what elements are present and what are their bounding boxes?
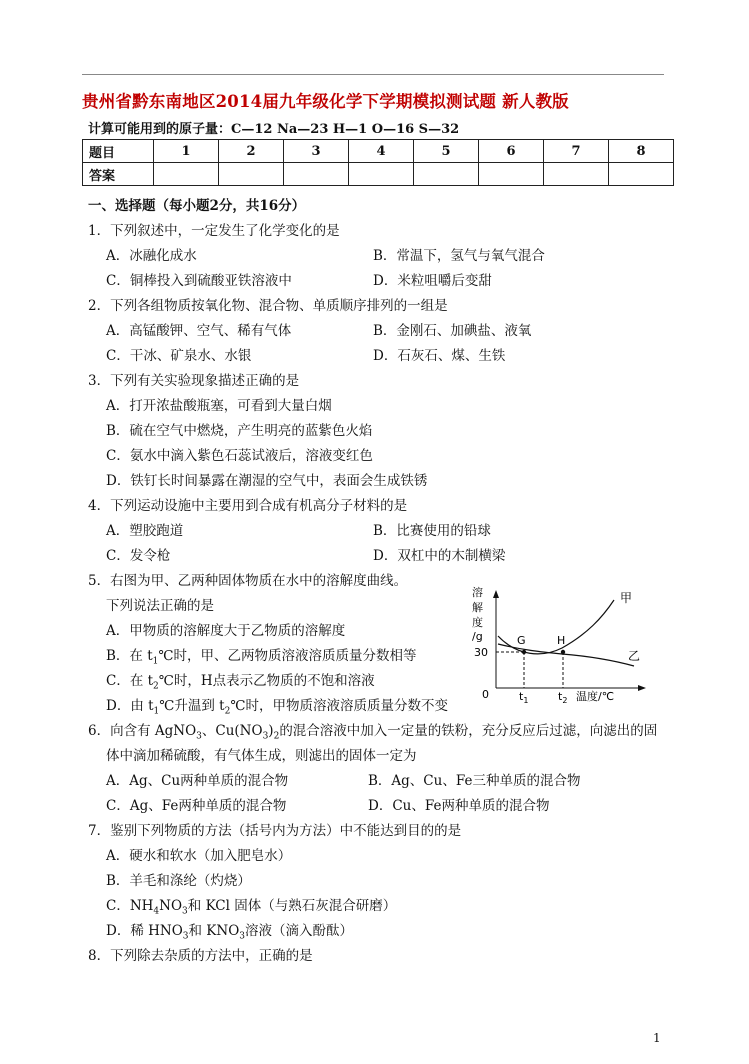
q6-text: 、Cu(NO xyxy=(201,723,263,739)
answer-cell[interactable] xyxy=(219,163,284,186)
q3-stem: 3．下列有关实验现象描述正确的是 xyxy=(88,373,300,389)
y-axis-label: /g xyxy=(472,630,483,643)
section-heading: 一、选择题（每小题2分，共16分） xyxy=(88,198,306,214)
q7-c-text: NO xyxy=(159,898,183,914)
answer-table-answer-label: 答案 xyxy=(83,163,154,186)
answer-table-num: 5 xyxy=(414,140,479,163)
q4-stem: 4．下列运动设施中主要用到合成有机高分子材料的是 xyxy=(88,498,408,514)
q5-b-text: ℃时，甲、乙两物质溶液溶质质量分数相等 xyxy=(158,648,417,664)
answer-table-num: 6 xyxy=(479,140,544,163)
q2-stem: 2．下列各组物质按氧化物、混合物、单质顺序排列的一组是 xyxy=(88,298,448,314)
subscript: 1 xyxy=(152,656,159,667)
page-title: 贵州省黔东南地区2014届九年级化学下学期模拟测试题 新人教版 xyxy=(82,92,569,111)
answer-table-num: 4 xyxy=(349,140,414,163)
header-rule xyxy=(82,74,664,75)
subscript: 4 xyxy=(153,906,160,917)
subscript: 2 xyxy=(224,706,231,717)
subscript: 3 xyxy=(182,906,188,917)
q1-option-c: C．铜棒投入到硫酸亚铁溶液中 xyxy=(106,273,292,289)
series-yi-label: 乙 xyxy=(628,649,641,663)
x-axis-label: 温度/℃ xyxy=(576,690,615,703)
y-axis-label: 解 xyxy=(472,601,483,614)
series-jia-label: 甲 xyxy=(620,591,633,605)
q4-option-c: C．发令枪 xyxy=(106,548,171,564)
q5-option-d xyxy=(106,694,448,717)
answer-table-answer-row xyxy=(83,163,674,186)
point-h-label: H xyxy=(557,634,566,647)
q7-option-a: A．硬水和软水（加入肥皂水） xyxy=(106,848,292,864)
answer-table-num: 7 xyxy=(544,140,609,163)
q7-d-text: 和 KNO xyxy=(188,923,240,939)
t2-label: t xyxy=(558,690,563,703)
q6-option-c: C．Ag、Fe两种单质的混合物 xyxy=(106,798,287,814)
q6-stem xyxy=(88,719,657,742)
q7-d-text: D．稀 HNO xyxy=(106,923,183,939)
q7-c-text: 和 KCl 固体（与熟石灰混合研磨） xyxy=(187,898,397,914)
q5-option-b xyxy=(106,644,416,667)
point-h-dot xyxy=(561,650,565,654)
q3-option-c: C．氨水中滴入紫色石蕊试液后，溶液变红色 xyxy=(106,448,373,464)
x-tick-t2 xyxy=(558,690,567,704)
y-axis-label: 度 xyxy=(472,616,483,629)
q7-d-text: 溶液（滴入酚酞） xyxy=(245,923,354,939)
answer-cell[interactable] xyxy=(154,163,219,186)
subscript: 2 xyxy=(153,681,159,692)
q6-option-b: B．Ag、Cu、Fe三种单质的混合物 xyxy=(368,773,581,789)
q5-option-c xyxy=(106,669,375,692)
q7-c-text: C．NH xyxy=(106,898,154,914)
q6-text: 的混合溶液中加入一定量的铁粉，充分反应后过滤，向滤出的固 xyxy=(279,723,658,739)
answer-cell[interactable] xyxy=(349,163,414,186)
answer-cell[interactable] xyxy=(284,163,349,186)
t1-sub: 1 xyxy=(523,696,529,704)
answer-cell[interactable] xyxy=(414,163,479,186)
q6-text: 6．向含有 AgNO xyxy=(88,723,197,739)
subscript: 2 xyxy=(273,731,280,742)
q1-option-b: B．常温下，氢气与氧气混合 xyxy=(373,248,545,264)
answer-table-num: 1 xyxy=(154,140,219,163)
y-axis-label: 溶 xyxy=(472,586,483,599)
q4-option-a: A．塑胶跑道 xyxy=(106,523,184,539)
atomic-masses: 计算可能用到的原子量：C—12 Na—23 H—1 O—16 S—32 xyxy=(88,122,460,137)
subscript: 3 xyxy=(196,731,202,742)
t1-label: t xyxy=(519,690,524,703)
q5-stem: 5．右图为甲、乙两种固体物质在水中的溶解度曲线。 xyxy=(88,573,408,589)
t2-sub: 2 xyxy=(562,696,568,704)
q5-stem-2: 下列说法正确的是 xyxy=(106,598,214,614)
page-number: 1 xyxy=(653,1031,661,1045)
q4-option-b: B．比赛使用的铅球 xyxy=(373,523,491,539)
q7-stem: 7．鉴别下列物质的方法（括号内为方法）中不能达到目的的是 xyxy=(88,823,462,839)
q6-text: ) xyxy=(268,723,274,739)
y-tick-30: 30 xyxy=(474,646,488,659)
q2-option-b: B．金刚石、加碘盐、液氧 xyxy=(373,323,532,339)
answer-table xyxy=(82,139,674,186)
q7-option-b: B．羊毛和涤纶（灼烧） xyxy=(106,873,251,889)
q1-stem: 1．下列叙述中，一定发生了化学变化的是 xyxy=(88,223,340,239)
x-tick-t1 xyxy=(519,690,528,704)
answer-table-num: 3 xyxy=(284,140,349,163)
q5-option-a: A．甲物质的溶解度大于乙物质的溶解度 xyxy=(106,623,346,639)
solubility-graph xyxy=(462,576,652,704)
y-axis-arrow xyxy=(493,590,499,598)
point-g-dot xyxy=(522,650,526,654)
q3-option-a: A．打开浓盐酸瓶塞，可看到大量白烟 xyxy=(106,398,332,414)
q7-option-c xyxy=(106,894,396,917)
q4-option-d: D．双杠中的木制横梁 xyxy=(373,548,506,564)
q6-option-a: A．Ag、Cu两种单质的混合物 xyxy=(106,773,289,789)
origin-label: 0 xyxy=(482,688,489,701)
answer-table-header-row xyxy=(83,140,674,163)
q8-stem: 8．下列除去杂质的方法中，正确的是 xyxy=(88,948,313,964)
q6-option-d: D．Cu、Fe两种单质的混合物 xyxy=(368,798,550,814)
q5-d-text: ℃升温到 t xyxy=(159,698,225,714)
curve-jia xyxy=(498,600,614,654)
answer-cell[interactable] xyxy=(609,163,674,186)
q5-c-text: ℃时，H点表示乙物质的不饱和溶液 xyxy=(158,673,375,689)
point-g-label: G xyxy=(517,634,526,647)
answer-table-header-label: 题目 xyxy=(83,140,154,163)
q7-option-d xyxy=(106,919,353,942)
q2-option-a: A．高锰酸钾、空气、稀有气体 xyxy=(106,323,292,339)
q5-d-text: D．由 t xyxy=(106,698,154,714)
subscript: 3 xyxy=(182,931,189,942)
q3-option-b: B．硫在空气中燃烧，产生明亮的蓝紫色火焰 xyxy=(106,423,373,439)
q1-option-a: A．冰融化成水 xyxy=(106,248,197,264)
q2-option-c: C．干冰、矿泉水、水银 xyxy=(106,348,252,364)
q1-option-d: D．米粒咀嚼后变甜 xyxy=(373,273,492,289)
q5-b-text: B．在 t xyxy=(106,648,153,664)
answer-cell[interactable] xyxy=(479,163,544,186)
answer-table-num: 8 xyxy=(609,140,674,163)
x-axis-arrow xyxy=(638,685,646,691)
subscript: 3 xyxy=(262,731,269,742)
q2-option-d: D．石灰石、煤、生铁 xyxy=(373,348,506,364)
subscript: 3 xyxy=(239,931,246,942)
answer-cell[interactable] xyxy=(544,163,609,186)
subscript: 1 xyxy=(153,706,160,717)
q3-option-d: D．铁钉长时间暴露在潮湿的空气中，表面会生成铁锈 xyxy=(106,473,428,489)
curve-yi xyxy=(498,644,634,666)
q5-d-text: ℃时，甲物质溶液溶质质量分数不变 xyxy=(230,698,448,714)
q6-stem-2: 体中滴加稀硫酸，有气体生成，则滤出的固体一定为 xyxy=(106,748,417,764)
q5-c-text: C．在 t xyxy=(106,673,154,689)
answer-table-num: 2 xyxy=(219,140,284,163)
